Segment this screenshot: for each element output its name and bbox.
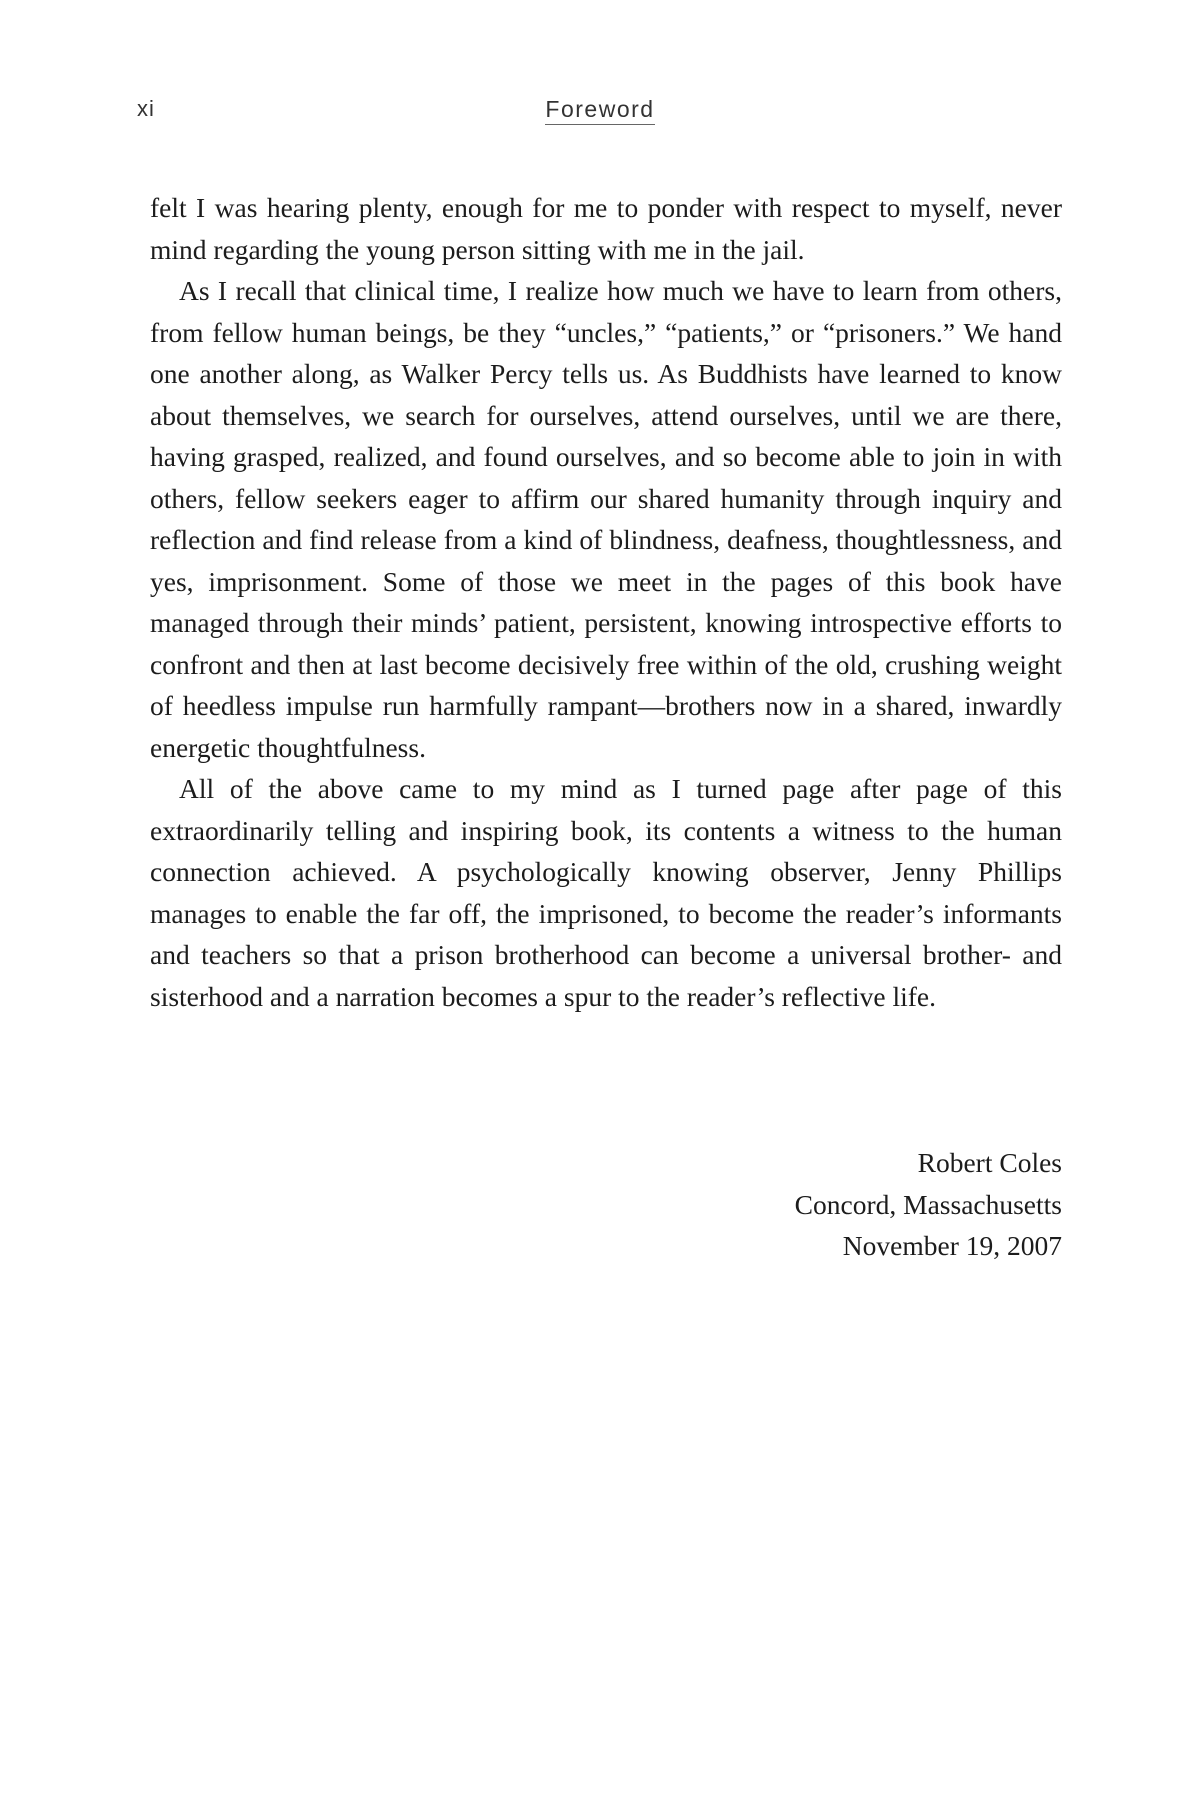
signature-date: November 19, 2007 [842, 1230, 1062, 1261]
paragraph-1: felt I was hearing plenty, enough for me to ponder with respect to myself, never mind regarding the young person sitting with me in the jail. [150, 192, 1062, 265]
paragraph-2: As I recall that clinical time, I realize how much we have to learn from others, from fellow human beings, be they “uncles,” “patients,” or “prisoners.” We hand one another along, as Walker Percy tells us. As Buddhists have learned to know about themselves, we search for ourselves, attend ourselves, until we are there, having grasped, realized, and found ourselves, and so become able to join in with others, fellow seekers eager to affirm our shared humanity through inquiry and reflection and find release from a kind of blindness, deafness, thoughtlessness, and yes, imprisonment. Some of those we meet in the pages of this book have managed through their minds’ patient, persistent, knowing introspective efforts to confront and then at last become decisively free within of the old, crushing weight of heedless impulse run harmfully rampant—brothers now in a shared, inwardly energetic thoughtfulness. [150, 275, 1062, 763]
signature-block [795, 1142, 1062, 1267]
signature-name: Robert Coles [917, 1147, 1062, 1178]
running-head [0, 96, 1200, 130]
section-title: Foreword [545, 96, 654, 125]
signature-place: Concord, Massachusetts [794, 1188, 1062, 1220]
section-title-wrapper [0, 96, 1200, 123]
page-number: xi [137, 96, 155, 121]
body-text [150, 187, 1062, 1017]
paragraph-3: All of the above came to my mind as I turned page after page of this extraordinarily telling and inspiring book, its contents a witness to the human connection achieved. A psychologically knowing observer, Jenny Phillips manages to enable the far off, the imprisoned, to become the reader’s informants and teachers so that a prison brotherhood can become a universal brother- and sisterhood and a narration becomes a spur to the reader’s reflective life. [150, 773, 1062, 1012]
